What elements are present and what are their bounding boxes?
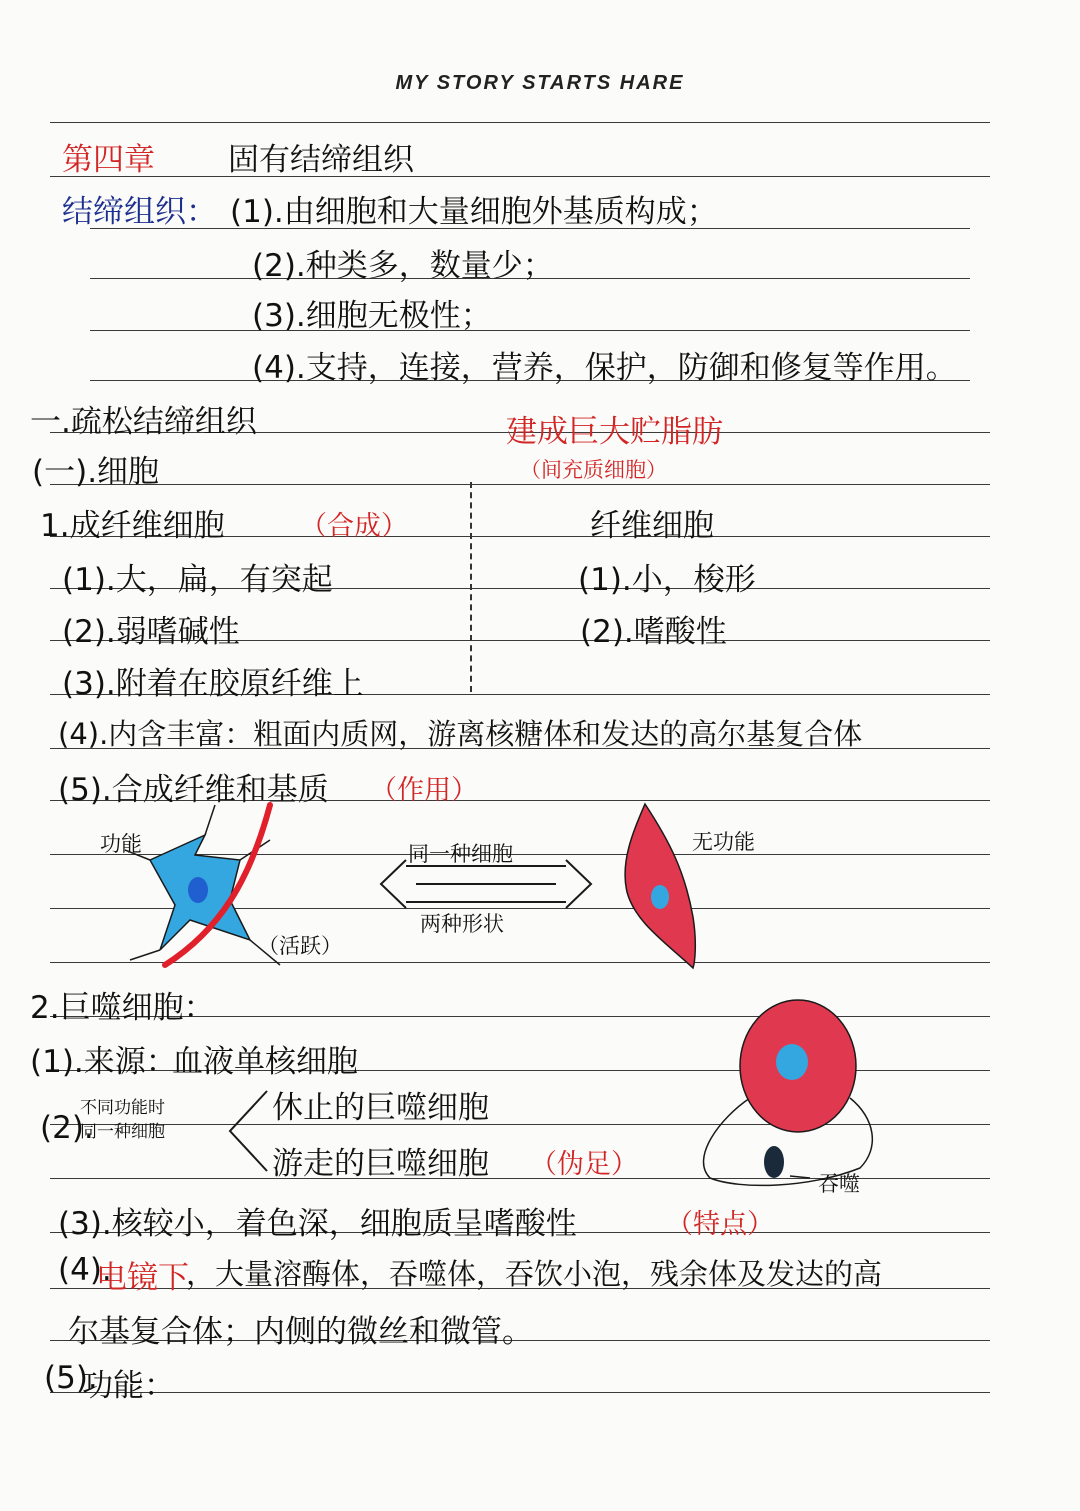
ruled-line: [50, 176, 990, 177]
point-5-text: 功能：: [82, 1368, 175, 1404]
chapter-number: 第四章: [62, 142, 155, 178]
point-2-sub: 同一种细胞: [80, 1122, 165, 1142]
fibroblast-point: (3).附着在胶原纤维上: [62, 666, 364, 702]
point-4-label: (4).: [58, 1252, 112, 1288]
figure-label: 吞噬: [818, 1172, 860, 1196]
branch-b: 游走的巨噬细胞: [272, 1146, 489, 1182]
macrophage-nucleus: [776, 1044, 808, 1080]
source-text: 血液单核细胞: [172, 1044, 358, 1080]
column-divider: [470, 482, 472, 692]
point-2-label: (2).: [40, 1110, 94, 1146]
intro-point: (3).细胞无极性；: [252, 298, 492, 334]
figure-middle-top: 同一种细胞: [408, 842, 513, 866]
point-5-note: （作用）: [370, 775, 478, 806]
intro-point: (1).由细胞和大量细胞外基质构成；: [230, 194, 718, 230]
side-note: 建成巨大贮脂肪: [506, 414, 723, 450]
ruled-line: [90, 330, 970, 331]
ruled-line: [50, 1392, 990, 1393]
fibrocyte-drawing: [615, 802, 715, 972]
fibroblast-drawing: [120, 800, 290, 970]
branch-a: 休止的巨噬细胞: [272, 1090, 489, 1126]
intro-term: 结缔组织：: [62, 194, 217, 230]
fibrocyte-point: (1).小，梭形: [578, 562, 756, 598]
point-2-sub: 不同功能时: [80, 1098, 165, 1118]
section-heading: 一.疏松结缔组织: [30, 404, 257, 440]
point-4-em: 电镜下: [96, 1260, 189, 1296]
section-2-heading: 2.巨噬细胞：: [30, 990, 215, 1026]
point-5-label: (5).: [44, 1360, 98, 1396]
fibroblast-title: 1.成纤维细胞: [40, 508, 225, 544]
fibroblast-nucleus: [188, 877, 208, 903]
fibroblast-point: (2).弱嗜碱性: [62, 614, 240, 650]
fibrocyte-nucleus: [651, 885, 669, 909]
fibroblast-point: (1).大，扁，有突起: [62, 562, 333, 598]
fibrocyte-point: (2).嗜酸性: [580, 614, 727, 650]
point-4-text: ，大量溶酶体，吞噬体，吞饮小泡，残余体及发达的高: [186, 1257, 883, 1291]
point-4: (4).内含丰富：粗面内质网，游离核糖体和发达的高尔基复合体: [58, 717, 863, 751]
double-arrow: [376, 854, 596, 914]
intro-point: (4).支持，连接，营养，保护，防御和修复等作用。: [252, 350, 957, 386]
figure-left-sub: （活跃）: [258, 934, 342, 958]
chapter-title: 固有结缔组织: [228, 142, 414, 178]
branch-b-note: （伪足）: [530, 1149, 638, 1180]
cells-heading: (一).细胞: [32, 454, 160, 490]
brace-icon: [222, 1086, 272, 1176]
fibrocyte-title: 纤维细胞: [590, 508, 714, 544]
point-5: (5).合成纤维和基质: [58, 772, 329, 808]
point-3: (3).核较小，着色深，细胞质呈嗜酸性: [58, 1206, 577, 1242]
arrow-shape: [381, 860, 591, 908]
engulfed-particle: [764, 1146, 784, 1178]
figure-right-label: 无功能: [692, 830, 755, 854]
label-pointer: [790, 1176, 810, 1178]
ruled-line: [50, 484, 990, 485]
page-header: MY STORY STARTS HARE: [395, 72, 685, 94]
intro-point: (2).种类多，数量少；: [252, 248, 554, 284]
side-note-sub: （间充质细胞）: [520, 458, 667, 482]
source-label: (1).来源：: [30, 1044, 177, 1080]
fibroblast-note: （合成）: [300, 511, 408, 542]
point-4-cont: 尔基复合体；内侧的微丝和微管。: [68, 1314, 533, 1350]
macrophage-drawing: [690, 998, 890, 1193]
figure-middle-bottom: 两种形状: [420, 912, 504, 936]
point-3-note: （特点）: [666, 1209, 774, 1240]
ruled-line: [50, 122, 990, 123]
figure-left-label: 功能: [100, 832, 142, 856]
